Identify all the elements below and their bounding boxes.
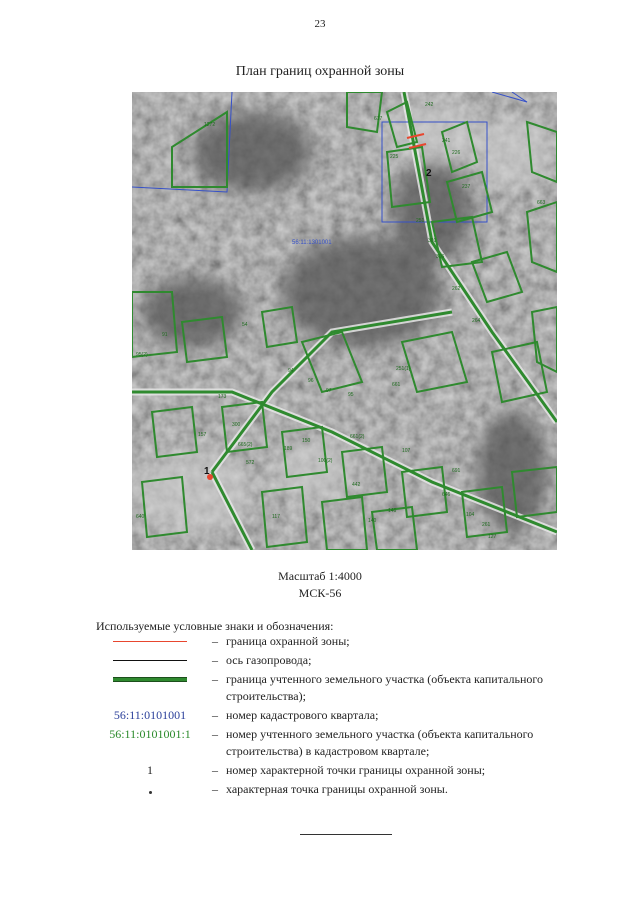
parcel-label: 241 [442, 138, 451, 144]
legend [96, 633, 596, 800]
parcel-label: 261 [482, 522, 491, 528]
parcel-label: 146 [388, 508, 397, 514]
point-label-2: 2 [426, 168, 432, 179]
parcel-label: 661 [392, 382, 401, 388]
legend-dash: – [212, 653, 218, 667]
parcel-label: 91 [162, 332, 168, 338]
parcel-label: 104 [466, 512, 475, 518]
green-line-symbol [96, 671, 204, 705]
parcel-label: 157 [198, 432, 207, 438]
legend-text: номер кадастрового квартала; [226, 708, 379, 722]
legend-text: номер учтенного земельного участка (объекта капитального строительства) в кадастровом квартале; [226, 727, 534, 758]
legend-dash: – [212, 634, 218, 648]
parcel-label: 95(2) [136, 352, 148, 358]
parcel-label: 1272 [204, 122, 216, 128]
legend-dash: – [212, 763, 218, 777]
quarter-code: 56:11:0101001 [113, 708, 187, 722]
parcel-label: 640 [136, 514, 145, 520]
parcel-label: 54 [242, 322, 248, 328]
red-line-symbol [96, 633, 204, 650]
parcel-label: 117 [272, 514, 280, 520]
parcel-label: 150 [302, 438, 311, 444]
legend-item-parcel-number [96, 726, 596, 760]
point-dot-symbol [96, 781, 204, 798]
footer-divider [300, 834, 392, 835]
legend-item-parcel-boundary [96, 671, 596, 705]
parcel-code: 56:11:0101001:1 [109, 727, 191, 741]
parcel-label: 665(2) [238, 442, 253, 448]
legend-dash: – [212, 672, 218, 686]
parcel-label: 189 [284, 446, 293, 452]
parcel-label: 97 [326, 388, 332, 394]
parcel-label: 140 [368, 518, 377, 524]
parcel-label: 95 [348, 392, 354, 398]
black-line-symbol [96, 652, 204, 669]
page-number: 23 [314, 18, 326, 30]
parcel-label: 306 [436, 254, 445, 260]
scale-block [0, 568, 640, 602]
parcel-label: 301 [428, 238, 437, 244]
parcel-label: 442 [352, 482, 361, 488]
parcel-label: 226 [452, 150, 461, 156]
point-label-1: 1 [204, 466, 210, 477]
parcel-label: 646 [442, 492, 451, 498]
legend-text: ось газопровода; [226, 653, 312, 667]
parcel-label: 251(1) [396, 366, 411, 372]
parcel-label: 237 [462, 184, 471, 190]
coordinate-system: МСК-56 [298, 586, 342, 600]
parcel-label: 264 [472, 318, 481, 324]
legend-text: характерная точка границы охранной зоны. [226, 782, 448, 796]
legend-item-point [96, 781, 596, 798]
scale-label: Масштаб 1:4000 [278, 569, 362, 583]
parcel-label: 173 [218, 394, 227, 400]
legend-item-zone-boundary [96, 633, 596, 650]
point-number-code: 1 [147, 763, 153, 777]
parcel-label: 617 [374, 116, 383, 122]
legend-item-point-number [96, 762, 596, 779]
legend-dash: – [212, 782, 218, 796]
parcel-label: 572 [246, 460, 255, 466]
parcel-label: 94 [288, 368, 294, 374]
parcel-label: 691 [452, 468, 461, 474]
parcel-label: 661(2) [350, 434, 365, 440]
parcel-label: 100(2) [318, 458, 333, 464]
legend-text: номер характерной точки границы охранной зоны; [226, 763, 486, 777]
quarter-label: 56:11:1301001 [292, 240, 332, 246]
map-image [132, 92, 557, 550]
legend-text: граница учтенного земельного участка (объекта капитального строительства); [226, 672, 544, 703]
parcel-label: 262 [452, 286, 461, 292]
parcel-label: 663 [537, 200, 546, 206]
legend-item-pipeline-axis [96, 652, 596, 669]
legend-item-quarter-number [96, 707, 596, 724]
parcel-label: 107 [402, 448, 411, 454]
legend-intro: Используемые условные знаки и обозначения: [96, 619, 334, 633]
parcel-label: 300 [232, 422, 241, 428]
parcel-label: 242 [425, 102, 434, 108]
page-title: План границ охранной зоны [235, 64, 405, 79]
cadastral-map [132, 92, 557, 550]
parcel-label: 225 [390, 154, 399, 160]
legend-dash: – [212, 727, 218, 741]
parcel-label: 96 [308, 378, 314, 384]
legend-text: граница охранной зоны; [226, 634, 350, 648]
legend-dash: – [212, 708, 218, 722]
parcel-label: 251 [416, 218, 425, 224]
parcel-label: 127 [488, 534, 497, 540]
